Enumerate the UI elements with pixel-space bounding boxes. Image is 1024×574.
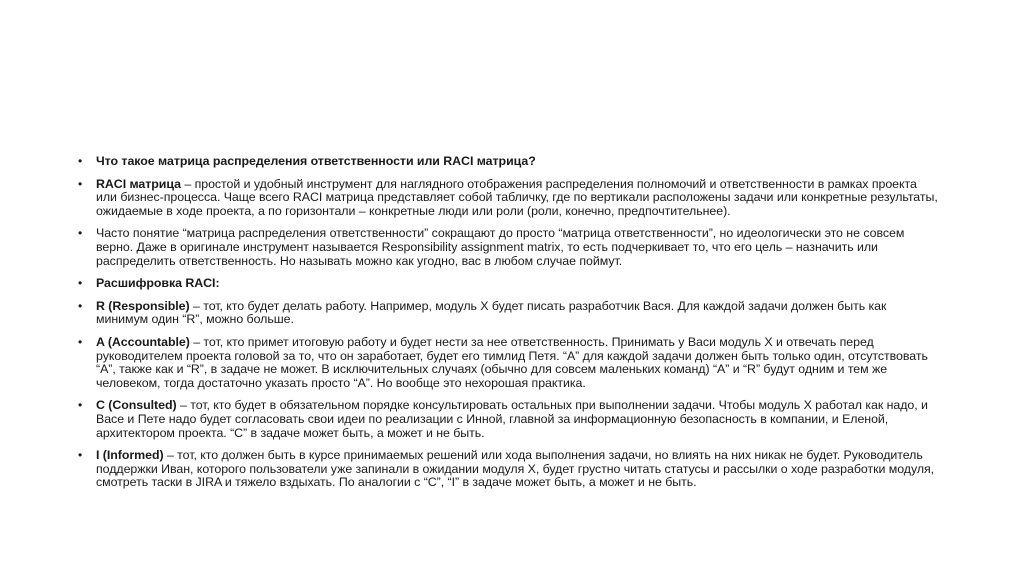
bullet-term: I (Informed) — [96, 448, 164, 463]
bullet-term: A (Accountable) — [96, 334, 190, 349]
bullet-item-naming-note — [78, 227, 938, 268]
bullet-item-raci-definition — [78, 178, 938, 219]
bullet-item-question — [78, 155, 938, 169]
bullet-item-consulted — [78, 399, 938, 440]
bullet-dot-icon: • — [78, 154, 83, 168]
bullet-text: – простой и удобный инструмент для наглядного отображения распределения полномочий и ответственности в рамках проекта или бизнес-процесса. Чаще всего RACI матрица представляет собой табличку, где по вертикали расположены задачи или конкретные результаты, ожидаемые в ходе проекта, а по горизонтали – конкретные люди или роли (роли, конечно, предпочтительнее). — [96, 176, 938, 218]
bullet-dot-icon: • — [78, 226, 83, 241]
bullet-text: – тот, кто примет итоговую работу и будет нести за нее ответственность. Принимать у Васи модуль X и отвечать перед руководителем проекта головой за то, что он заработает, будет его тимлид Петя. “A” для каждой задачи должен быть только один, отсутствовать “A”, также как и “R”, в задаче не может. В исключительных случаях (обычно для совсем маленьких команд) “A” и “R” будут одним и тем же человеком, тогда достаточно указать просто “A”. Но вообще это нехорошая практика. — [96, 334, 928, 390]
bullet-term: RACI матрица — [96, 176, 181, 191]
bullet-dot-icon: • — [78, 276, 83, 291]
bullet-text: – тот, кто будет в обязательном порядке консультировать остальных при выполнении задачи. Чтобы модуль X работал как надо, и Васе и Пете надо будет согласовать свои идеи по реализации с Инной, главной за информационную безопасность в компании, и Еленой, архитектором проекта. “C” в задаче может быть, а может и не быть. — [96, 398, 928, 440]
bullet-item-decoding-heading — [78, 277, 938, 291]
bullet-term: Расшифровка RACI: — [96, 276, 220, 291]
bullet-dot-icon: • — [78, 298, 83, 313]
bullet-term: R (Responsible) — [96, 298, 190, 313]
bullet-item-accountable — [78, 336, 938, 390]
bullet-list — [78, 155, 938, 490]
bullet-text: Часто понятие “матрица распределения ответственности” сокращают до просто “матрица ответственности”, но идеологически это не совсем верно. Даже в оригинале инструмент называется Responsibility assignment matrix, то есть подчеркивает то, что его цель – назначить или распределить ответственность. Но называть можно как угодно, вас в любом случае поймут. — [96, 226, 905, 268]
bullet-text: – тот, кто должен быть в курсе принимаемых решений или хода выполнения задачи, но влиять на них никак не будет. Руководитель поддержки Иван, которого пользователи уже запинали в ожидании модуля X, будет грустно читать статусы и рассылки о ходе разработки модуля, смотреть таски в JIRA и тяжело вздыхать. По аналогии с “C”, “I” в задаче может быть, а может и не быть. — [96, 448, 935, 490]
bullet-text: – тот, кто будет делать работу. Например, модуль X будет писать разработчик Вася. Для каждой задачи должен быть как минимум один “R”, можно больше. — [96, 298, 887, 327]
bullet-term: Что такое матрица распределения ответственности или RACI матрица? — [96, 154, 536, 168]
bullet-term: C (Consulted) — [96, 398, 177, 413]
bullet-item-responsible — [78, 300, 938, 327]
bullet-dot-icon: • — [78, 448, 83, 463]
bullet-dot-icon: • — [78, 398, 83, 413]
bullet-dot-icon: • — [78, 176, 83, 191]
bullet-dot-icon: • — [78, 334, 83, 349]
bullet-item-informed — [78, 449, 938, 490]
